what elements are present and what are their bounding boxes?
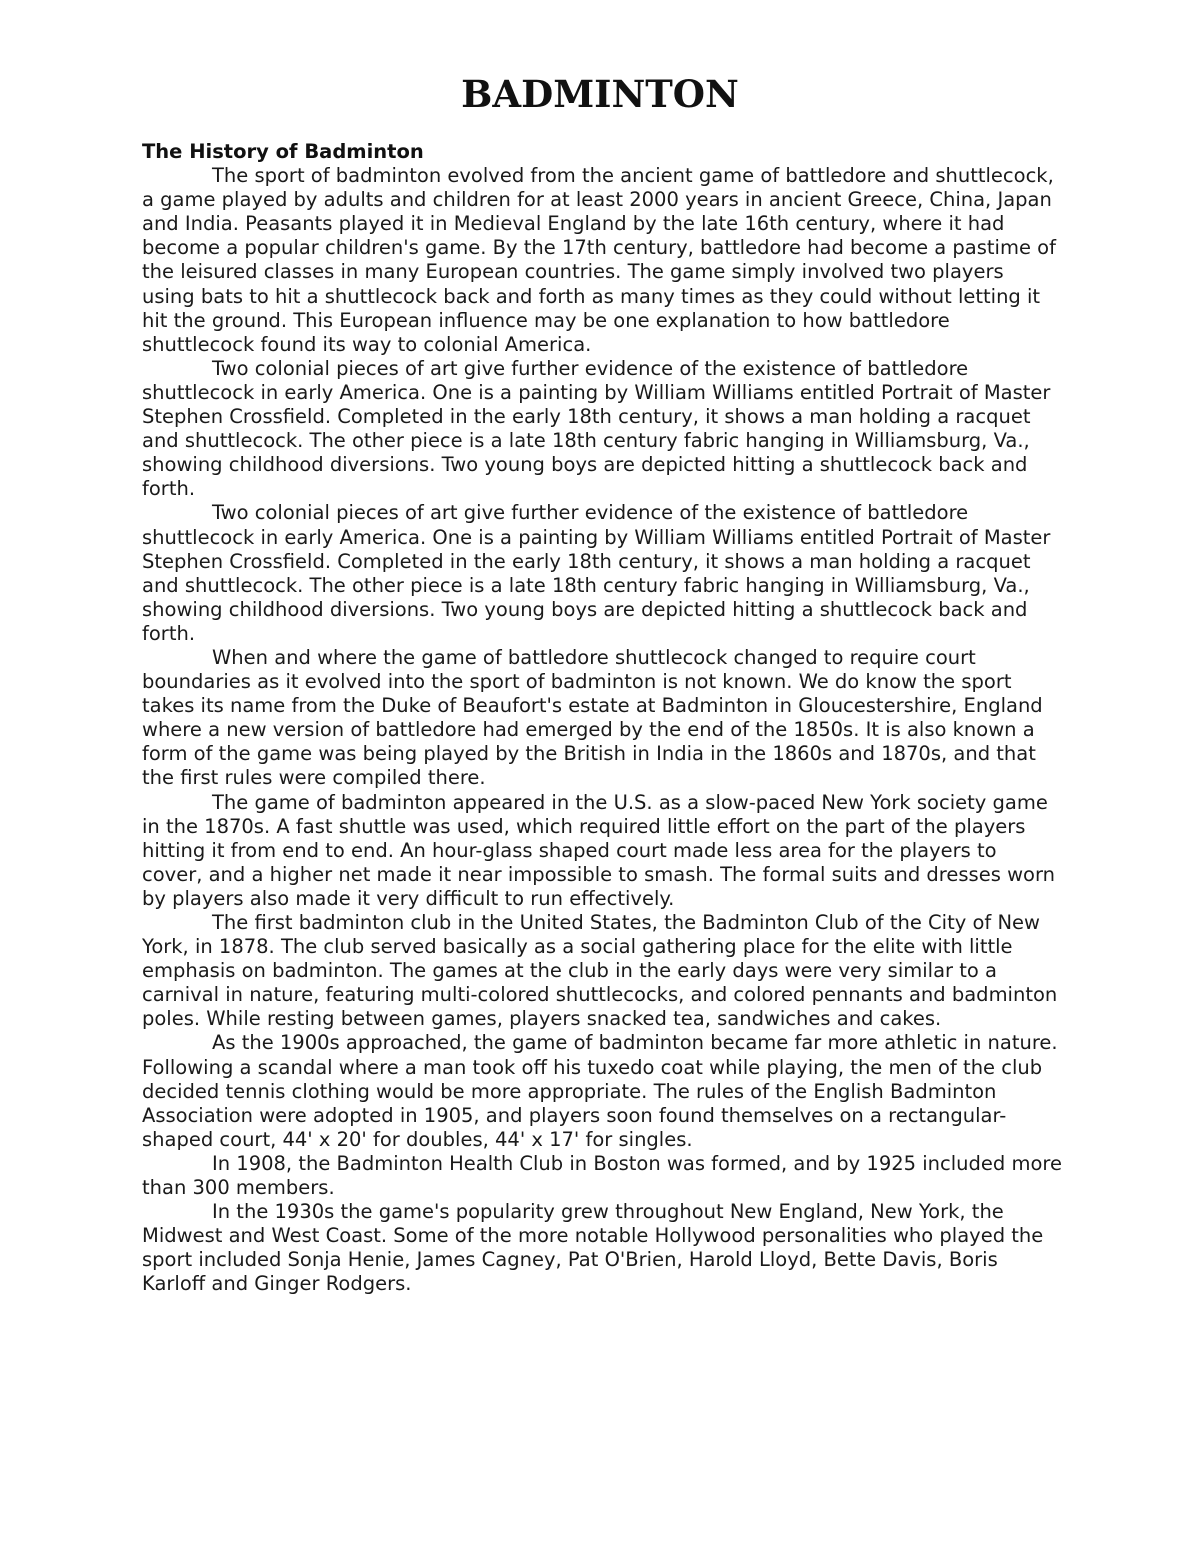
- paragraph: The sport of badminton evolved from the ancient game of battledore and shuttlecock, a game played by adults and children for at least 2000 years in ancient Greece, China, Japan and India. Peasants played it in Medieval England by the late 16th century, where it had become a popular children's game. By the 17th century, battledore had become a pastime of the leisured classes in many European countries. The game simply involved two players using bats to hit a shuttlecock back and forth as many times as they could without letting it hit the ground. This European influence may be one explanation to how battledore shuttlecock found its way to colonial America.: [142, 164, 1056, 356]
- document-body: [142, 140, 1062, 1297]
- section-heading: The History of Badminton: [142, 140, 424, 163]
- document-title: BADMINTON: [461, 72, 739, 116]
- paragraph: Two colonial pieces of art give further evidence of the existence of battledore shuttlecock in early America. One is a painting by William Williams entitled Portrait of Master Stephen Crossfield. Completed in the early 18th century, it shows a man holding a racquet and shuttlecock. The other piece is a late 18th century fabric hanging in Williamsburg, Va., showing childhood diversions. Two young boys are depicted hitting a shuttlecock back and forth.: [142, 356, 1051, 501]
- paragraph: Two colonial pieces of art give further evidence of the existence of battledore shuttlecock in early America. One is a painting by William Williams entitled Portrait of Master Stephen Crossfield. Completed in the early 18th century, it shows a man holding a racquet and shuttlecock. The other piece is a late 18th century fabric hanging in Williamsburg, Va., showing childhood diversions. Two young boys are depicted hitting a shuttlecock back and forth.: [142, 501, 1051, 645]
- paragraph: The first badminton club in the United States, the Badminton Club of the City of New York, in 1878. The club served basically as a social gathering place for the elite with little emphasis on badminton. The games at the club in the early days were very similar to a carnival in nature, featuring multi-colored shuttlecocks, and colored pennants and badminton poles. While resting between games, players snacked tea, sandwiches and cakes.: [142, 911, 1058, 1031]
- paragraph: In the 1930s the game's popularity grew throughout New England, New York, the Midwest and West Coast. Some of the more notable Hollywood personalities who played the sport included Sonja Henie, James Cagney, Pat O'Brien, Harold Lloyd, Bette Davis, Boris Karloff and Ginger Rodgers.: [142, 1200, 1044, 1296]
- paragraph: When and where the game of battledore shuttlecock changed to require court boundaries as it evolved into the sport of badminton is not known. We do know the sport takes its name from the Duke of Beaufort's estate at Badminton in Gloucestershire, England where a new version of battledore had emerged by the end of the 1850s. It is also known a form of the game was being played by the British in India in the 1860s and 1870s, and that the first rules were compiled there.: [142, 645, 1043, 790]
- paragraph: The game of badminton appeared in the U.S. as a slow-paced New York society game in the 1870s. A fast shuttle was used, which required little effort on the part of the players hitting it from end to end. An hour-glass shaped court made less area for the players to cover, and a higher net made it near impossible to smash. The formal suits and dresses worn by players also made it very difficult to run effectively.: [142, 790, 1055, 910]
- paragraph: In 1908, the Badminton Health Club in Boston was formed, and by 1925 included more than 300 members.: [142, 1151, 1062, 1200]
- paragraph: As the 1900s approached, the game of badminton became far more athletic in nature. Following a scandal where a man took off his tuxedo coat while playing, the men of the club decided tennis clothing would be more appropriate. The rules of the English Badminton Association were adopted in 1905, and players soon found themselves on a rectangular-shaped court, 44' x 20' for doubles, 44' x 17' for singles.: [142, 1031, 1058, 1151]
